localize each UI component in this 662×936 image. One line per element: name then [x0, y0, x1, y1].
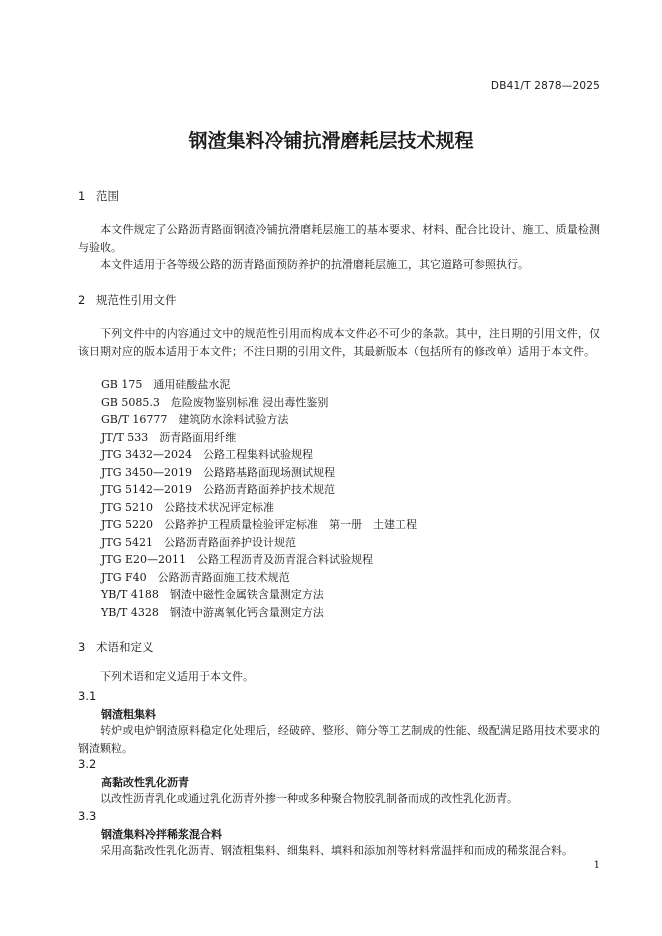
definition-text: 以改性沥青乳化或通过乳化沥青外掺一种或多种聚合物胶乳制备而成的改性乳化沥青。 [100, 792, 518, 805]
term-definition [78, 842, 600, 860]
scope-paragraph-2 [78, 256, 600, 274]
scope-paragraph-1 [78, 221, 600, 256]
paragraph-text: 下列术语和定义适用于本文件。 [100, 670, 254, 683]
section-title: 范围 [96, 189, 119, 203]
section-title: 规范性引用文件 [96, 293, 177, 307]
reference-item: GB/T 16777 建筑防水涂料试验方法 [101, 413, 289, 426]
reference-item: JTG E20—2011 公路工程沥青及沥青混合料试验规程 [101, 553, 374, 566]
term-number: 3.3 [78, 809, 97, 823]
document-title: 钢渣集料冷铺抗滑磨耗层技术规程 [188, 130, 474, 152]
reference-item: JTG 5210 公路技术状况评定标准 [101, 500, 275, 514]
reference-item: JTG 5142—2019 公路沥青路面养护技术规范 [101, 483, 336, 496]
paragraph-text: 本文件规定了公路沥青路面钢渣冷铺抗滑磨耗层施工的基本要求、材料、配合比设计、施工、质量检测与验收。 [78, 223, 600, 254]
section-2-heading [78, 292, 177, 308]
reference-item: JTG 3450—2019 公路路基路面现场测试规程 [101, 465, 336, 479]
reference-item: JT/T 533 沥青路面用纤维 [101, 430, 237, 444]
terms-intro-paragraph [78, 668, 600, 686]
reference-item: JTG F40 公路沥青路面施工技术规范 [101, 570, 290, 584]
paragraph-text: 本文件适用于各等级公路的沥青路面预防养护的抗滑磨耗层施工，其它道路可参照执行。 [100, 258, 529, 271]
section-1-heading [78, 188, 119, 204]
reference-item: GB 175 通用硅酸盐水泥 [101, 378, 231, 391]
term-definition [78, 722, 600, 757]
normative-references-paragraph [78, 325, 600, 360]
section-3-heading [78, 639, 154, 655]
reference-item: YB/T 4188 钢渣中磁性金属铁含量测定方法 [101, 588, 324, 601]
section-number: 1 [78, 189, 86, 203]
reference-item: GB 5085.3 危险废物鉴别标准 浸出毒性鉴别 [101, 395, 329, 409]
term-definition [78, 790, 600, 808]
term-name: 高黏改性乳化沥青 [101, 776, 189, 789]
definition-text: 转炉或电炉钢渣原料稳定化处理后，经破碎、整形、筛分等工艺制成的性能、级配满足路用技术要求的钢渣颗粒。 [78, 724, 600, 755]
term-name: 钢渣集料冷拌稀浆混合料 [101, 828, 222, 841]
document-number: DB41/T 2878—2025 [490, 80, 600, 92]
reference-item: JTG 5220 公路养护工程质量检验评定标准 第一册 土建工程 [101, 518, 418, 531]
reference-item: JTG 3432—2024 公路工程集料试验规程 [101, 448, 314, 461]
reference-item: JTG 5421 公路沥青路面养护设计规范 [101, 535, 297, 549]
page-number: 1 [593, 860, 600, 871]
term-name: 钢渣粗集料 [101, 708, 156, 721]
paragraph-text: 下列文件中的内容通过文中的规范性引用而构成本文件必不可少的条款。其中，注日期的引用文件，仅该日期对应的版本适用于本文件；不注日期的引用文件，其最新版本（包括所有的修改单）适用于本文件。 [78, 327, 600, 358]
definition-text: 采用高黏改性乳化沥青、钢渣粗集料、细集料、填料和添加剂等材料常温拌和而成的稀浆混合料。 [100, 844, 573, 857]
section-number: 2 [78, 293, 86, 307]
reference-item: YB/T 4328 钢渣中游离氧化钙含量测定方法 [101, 605, 324, 619]
section-number: 3 [78, 640, 86, 654]
section-title: 术语和定义 [96, 640, 154, 654]
term-number: 3.1 [78, 689, 97, 703]
term-number: 3.2 [78, 757, 97, 771]
